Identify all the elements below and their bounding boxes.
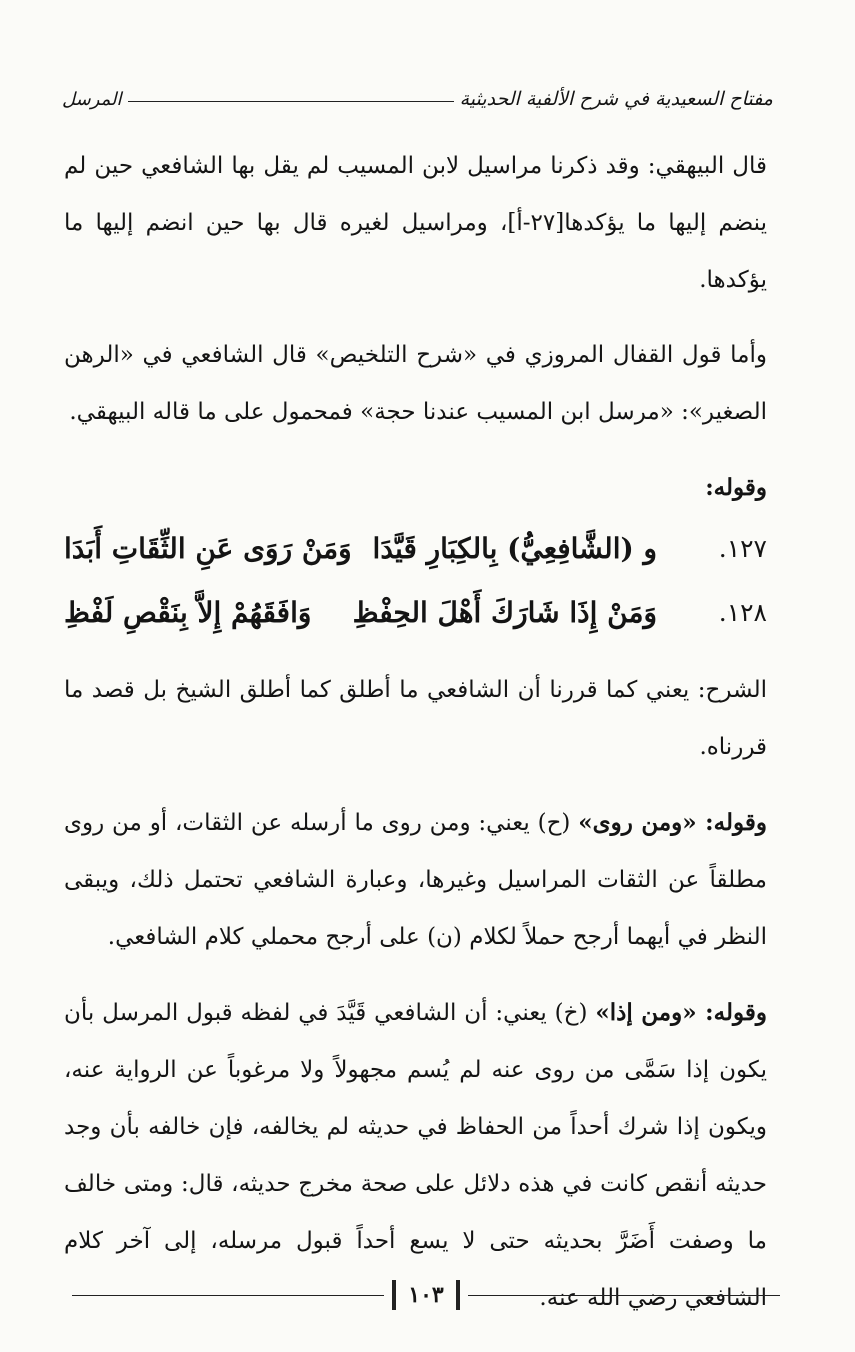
page-number: ١٠٣ [392, 1280, 459, 1310]
page-body [64, 138, 767, 1327]
verse-first-hemistich: وَمَنْ إِذَا شَارَكَ أَهْلَ الحِفْظِ [352, 595, 657, 629]
verse-first-hemistich: و (الشَّافِعِيُّ) بِالكِبَارِ قَيَّدَا [372, 531, 657, 565]
paragraph-sharh [64, 662, 767, 776]
header-rule [128, 101, 454, 102]
sharh-label: الشرح: [697, 677, 767, 703]
paragraph-wa-man-rawa [64, 794, 767, 966]
verse-intro-label: وقوله: [705, 474, 767, 501]
verse-number: ١٢٧. [718, 533, 767, 563]
quote-label: وقوله: «ومن روى» [578, 809, 767, 836]
verse-second-hemistich: وَمَنْ رَوَى عَنِ الثِّقَاتِ أَبَدَا [64, 531, 352, 565]
paragraph-bayhaqi: قال البيهقي: وقد ذكرنا مراسيل لابن المسيب لم يقل بها الشافعي حين لم ينضم إليها ما يؤكدها[٢٧-أ]، ومراسيل لغيره قال بها حين انضم إليها ما يؤكدها. [64, 153, 767, 293]
verse-127 [64, 516, 767, 580]
chapter-title: المرسل [62, 89, 122, 110]
footer-rule-left [72, 1295, 384, 1296]
book-title: مفتاح السعيدية في شرح الألفية الحديثية [459, 88, 773, 110]
verse-128 [64, 580, 767, 644]
paragraph-qaffal: وأما قول القفال المروزي في «شرح التلخيص» قال الشافعي في «الرهن الصغير»: «مرسل ابن المسيب عندنا حجة» فمحمول على ما قاله البيهقي. [64, 342, 767, 425]
running-header [62, 78, 773, 110]
footer-rule-right [468, 1295, 780, 1296]
quote-label: وقوله: «ومن إذا» [595, 999, 767, 1026]
commentary-text: (ح) يعني: ومن روى ما أرسله عن الثقات، أو من روى مطلقاً عن الثقات المراسيل وغيرها، وعبارة الشافعي تحتمل ذلك، ويبقى النظر في أيهما أرجح حملاً لكلام (ن) على أرجح محملي كلام الشافعي. [64, 810, 767, 950]
verse-second-hemistich: وَافَقَهُمْ إِلاَّ بِنَقْصِ لَفْظِ [64, 595, 312, 629]
verse-number: ١٢٨. [718, 597, 767, 627]
commentary-text: (خ) يعني: أن الشافعي قَيَّدَ في لفظه قبول المرسل بأن يكون إذا سَمَّى من روى عنه لم يُسم مجهولاً ولا مرغوباً عن الرواية عنه، ويكون إذا شرك أحداً من الحفاظ في حديثه لم يخالفه، فإن خالفه بأن وجد حديثه أنقص كانت في هذه دلائل على صحة مخرج حديثه، قال: ومتى خالف ما وصفت أَضَرَّ بحديثه حتى لا يسع أحداً قبول مرسله، إلى آخر كلام الشافعي رضي الله عنه. [64, 1000, 767, 1311]
sharh-text: يعني كما قررنا أن الشافعي ما أطلق كما أطلق الشيخ بل قصد ما قررناه. [64, 677, 767, 760]
page-footer [72, 1270, 780, 1320]
